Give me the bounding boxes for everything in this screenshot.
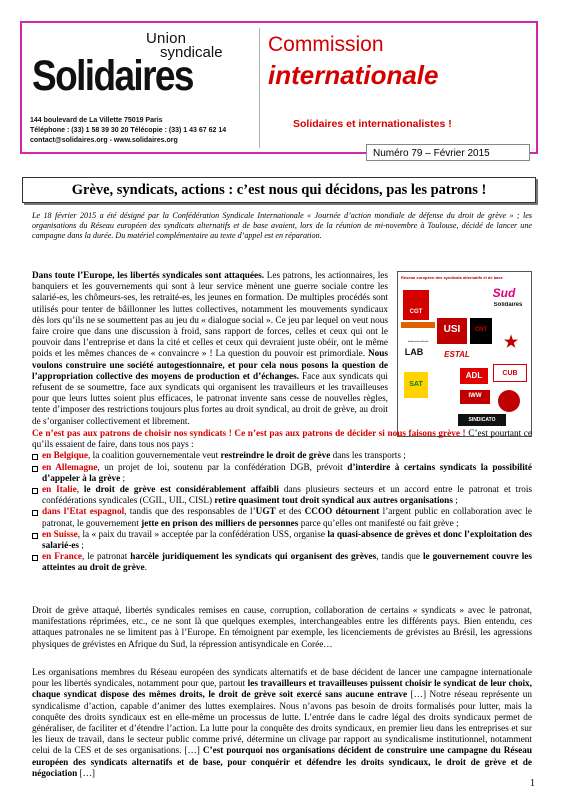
- p2-red-lead: Ce n’est pas aux patrons de choisir nos syndicats ! Ce n’est pas aux patrons de décider si nous faisons grève !: [32, 429, 466, 439]
- logo-cub: CUB: [493, 364, 527, 382]
- network-poster-image: [397, 271, 532, 437]
- logo-fist: [498, 390, 520, 412]
- commission-title: Commission: [268, 33, 384, 56]
- country-label: en Belgique: [42, 451, 88, 462]
- p4-text-c: […] Notre réseau représente un syndicalisme d’action, capable d’animer des luttes exemplaires. Nous n’avons pas besoin de droits formalisés pour lutter, mais la conquête des droits syndicaux est en elle-même un processus de lutte. L’entrée dans le cadre légal des droits syndicaux permet de généraliser, de faciliter et d’étendre l’action. La lutte pour la conquête des droits syndicaux, en premier lieu dans les entreprises et sur les lieux de travail, dans le secteur public comme privé, détermine un clivage par rapport au syndicalisme institutionnel, notamment celui de la CES et de ses organisations. […]: [32, 690, 532, 757]
- logo-brand-text: Solidaires: [32, 52, 193, 100]
- country-label: en Allemagne: [42, 462, 98, 473]
- logo-adl: ADL: [460, 368, 488, 384]
- list-item: en Allemagne, un projet de loi, soutenu par la confédération DGB, prévoit d’interdire à certains syndicats la possibilité d’appeler à la grève ;: [32, 463, 532, 485]
- p4-bold-d: C’est pourquoi nos organisations décident de construire une campagne du Réseau européen des syndicats alternatifs et de base, pour conquérir et défendre les droits syndicaux, le droit de grève et de négociation: [32, 746, 532, 779]
- logo-cnt: CNT: [470, 318, 492, 344]
- logo-red-star: ★: [503, 334, 519, 350]
- p1-lead: Dans toute l’Europe, les libertés syndicales sont attaquées.: [32, 271, 265, 281]
- tagline: Solidaires et internationalistes !: [293, 118, 452, 130]
- logo-lab: LAB: [404, 347, 424, 357]
- issue-number: Numéro 79 – Février 2015: [366, 144, 530, 161]
- logo-sud: Sud: [492, 286, 516, 300]
- country-label: en Italie: [42, 485, 77, 496]
- paragraph-3: Droit de grève attaqué, libertés syndicales remises en cause, corruption, collaboration de certains « syndicats » avec le patronat, manifestations réprimées, etc., ce ne sont là que quelques exemples, interchangeables entre les différents pays. Bien entendu, ces attaques patronales ne se limitent pas à l’Europe. En témoignent par exemple, les licenciements de grévistes au Brésil, les agressions physiques de grévistes en Afrique du Sud, la répression antisyndicale en Corée…: [32, 606, 532, 650]
- p1-text-c: Face aux syndicats qui refusent de se soumettre, face aux syndicats qui organisent les travailleurs et les travailleuses pour que leurs luttes soient plus efficaces, le patronat invente sans cesse de nouvelles règles, tente d’imposer des restrictions toujours plus fortes au droit syndical, au droit de grève, au droit de s’organiser collectivement et librement.: [32, 371, 389, 427]
- country-list: [32, 451, 532, 574]
- intro-paragraph: Le 18 février 2015 a été désigné par la Confédération Syndicale Internationale « Journée d’action mondiale de défense du droit de grève » ; les organisations du Réseau européen des syndicats alternatifs et de base avaient, lors de la réunion de mi-novembre à Toulouse, décidé de lancer une campagne dans la durée. Du matériel complémentaire au texte d’appel est en réparation.: [32, 211, 532, 241]
- p1-bold: Nous voulons construire une société autogestionnaire, et pour cela nous posons la question de l’appropriation collective des moyens de production et d’échanges.: [32, 349, 388, 382]
- contact-line: contact@solidaires.org - www.solidaires.org: [30, 137, 178, 144]
- logo-cgt: CGT: [403, 290, 429, 320]
- paragraph-2: [32, 429, 532, 575]
- country-label: en Suisse: [42, 529, 78, 540]
- p4-bold-b: les travailleurs et travailleuses puissent choisir le syndicat de leur choix, chaque syndicat dispose des mêmes droits, le droit de grève soit exercé sans aucune entrave: [32, 679, 532, 701]
- list-item: en Belgique, la coalition gouvernementale veut restreindre le droit de grève dans les transports ;: [32, 451, 532, 462]
- logo-estal: ESTAL: [444, 350, 470, 359]
- logo-sindicato: SINDICATO: [458, 414, 506, 426]
- list-item: en Suisse, la « paix du travail » acceptée par la confédération USS, organise la quasi-absence de grèves et donc l’exploitation des salarié-es ;: [32, 530, 532, 552]
- p2-rest: C’est pourtant ce qu’ils essaient de faire, dans tous nos pays :: [32, 429, 533, 451]
- list-item: en Italie, le droit de grève est considérablement affaibli dans plusieurs secteurs et un accord entre le patronat et trois confédérations syndicales (CGIL, UIL, CISL) retire quasiment tout droit syndical aux autres organisations ;: [32, 485, 532, 507]
- page-number: 1: [530, 778, 535, 789]
- country-label: en France: [42, 552, 82, 563]
- article-title: Grève, syndicats, actions : c’est nous qui décidons, pas les patrons !: [22, 177, 536, 203]
- logo-union-text: Union: [146, 30, 187, 47]
- logo-usi: USI: [437, 318, 467, 344]
- logo-sat: SAT: [404, 372, 428, 398]
- paragraph-1: [32, 271, 388, 428]
- paragraph-4: [32, 668, 532, 780]
- logo-solidaires: Solidaires: [493, 302, 523, 308]
- logo-syndicale-text: syndicale: [160, 44, 223, 61]
- list-item: dans l’Etat espagnol, tandis que des responsables de l’UGT et des CCOO détournent l’argent public en collaboration avec le patronat, le gouvernement jette en prison des milliers de personnes parce qu’elles ont manifesté ou fait grève ;: [32, 507, 532, 529]
- header-divider: [259, 28, 260, 148]
- p4-text-e: […]: [77, 768, 95, 779]
- logo-intersindical: intersindical: [401, 322, 435, 342]
- p4-text-a: Les organisations membres du Réseau européen des syndicats alternatifs et de base décident de lancer une campagne internationale pour les libertés syndicales, notamment pour que, partout: [32, 668, 532, 690]
- logo-iww: IWW: [460, 390, 490, 404]
- internationale-title: internationale: [268, 60, 439, 90]
- list-item: en France, le patronat harcèle juridiquement les syndicats qui organisent des grèves, tandis que le gouvernement couvre les atteintes au droit de grève.: [32, 552, 532, 574]
- phone-line: Téléphone : (33) 1 58 39 30 20 Télécopie : (33) 1 43 67 62 14: [30, 127, 227, 134]
- country-label: dans l’Etat espagnol: [42, 507, 125, 518]
- contact-block: [30, 116, 260, 146]
- poster-title: Réseau européen des syndicats alternatifs et de base: [401, 275, 503, 280]
- p1-text-a: Les patrons, les actionnaires, les banquiers et les gouvernements qui sont à leur service mènent une guerre sociale contre les salarié-es, les chômeurs-ses, les retraité-es, les jeunes en formation. De multiples procédés sont utilisés pour tenter de bâillonner les luttes collectives, notamment les mouvements syndicaux dès lors qu’ils ne se soumettent pas au jeu du « dialogue social ». Ce jeu par lequel on veut nous faire croire que dans une discussion à froid, sans rapport de forces, celles et ceux qui ont le pouvoir dans l’entreprise et dans la cité et celles et ceux qui devraient juste obéir, ont le même poids et les mêmes chances de « convaincre » ! La question du pouvoir est primordiale.: [32, 271, 389, 360]
- address-line: 144 boulevard de La Villette 75019 Paris: [30, 117, 163, 124]
